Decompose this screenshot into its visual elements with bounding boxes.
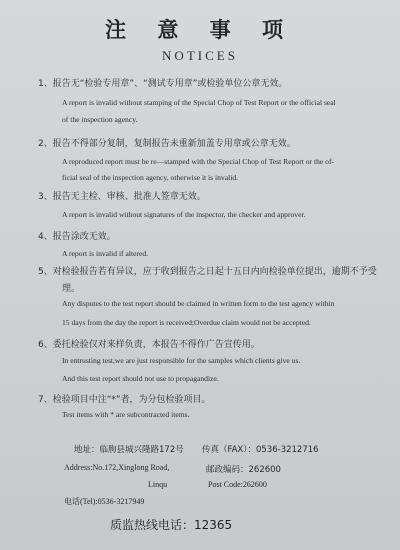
notice-3-en-line1: A report is invalid without signatures of the inspector, the checker and approver. (62, 210, 306, 219)
address-en-line2: Linqu (148, 480, 168, 489)
notice-2-en-line1: A reproduced report must be re—stamped with the Special Chop of Test Report or the of- (62, 157, 335, 166)
notice-5-en-line1: Any disputes to the test report should be claimed in written form to the test agency within (62, 299, 335, 308)
notice-1-en-line2: of the inspection agency. (62, 115, 138, 124)
notice-5-zh: 5、对检验报告若有异议，应于收到报告之日起十五日内向检验单位提出，逾期不予受 (38, 267, 377, 277)
fax: 传真（FAX）：0536-3212716 (202, 445, 319, 455)
postcode-zh: 邮政编码：262600 (206, 465, 281, 475)
notice-5-zh-line2: 理。 (62, 284, 81, 294)
notice-6-en-line2: And this test report should not use to propagandize. (62, 374, 219, 383)
address-en-line1: Address:No.172,Xinglong Road, (64, 463, 170, 472)
notice-7-zh: 7、检验项目中注“*”者，为分包检验项目。 (38, 395, 211, 405)
notice-1-zh: 1、报告无“检验专用章”、“测试专用章”或检验单位公章无效。 (38, 79, 288, 89)
title-english: NOTICES (162, 48, 238, 63)
notice-4-en-line1: A report is invalid if altered. (62, 249, 149, 258)
notice-5-en-line2: 15 days from the day the report is received;Overdue claim would not be accepted. (62, 318, 311, 327)
notice-6-zh: 6、委托检验仅对来样负责，本报告不得作广告宣传用。 (38, 340, 260, 350)
telephone: 电话(Tel):0536-3217949 (64, 497, 145, 506)
notice-3-zh: 3、报告无主检、审核、批准人签章无效。 (38, 192, 206, 202)
title-chinese: 注 意 事 项 (105, 18, 295, 42)
notice-2-zh: 2、报告不得部分复制，复制报告未重新加盖专用章或公章无效。 (38, 139, 296, 149)
notice-7-en-line1: Test items with * are subcontracted items. (62, 410, 190, 419)
notice-6-en-line1: In entrusting test,we are just responsible for the samples which clients give us. (62, 356, 301, 365)
postcode-en: Post Code:262600 (208, 480, 267, 489)
notice-4-zh: 4、报告涂改无效。 (38, 232, 116, 242)
notice-1-en-line1: A report is invalid without stamping of the Special Chop of Test Report or the official seal (62, 98, 336, 107)
address-zh: 地址：临朐县城兴隆路172号 (74, 445, 184, 455)
notice-2-en-line2: ficial seal of the inspection agency, otherwise it is invalid. (62, 173, 239, 182)
quality-hotline: 质监热线电话：12365 (110, 518, 233, 532)
